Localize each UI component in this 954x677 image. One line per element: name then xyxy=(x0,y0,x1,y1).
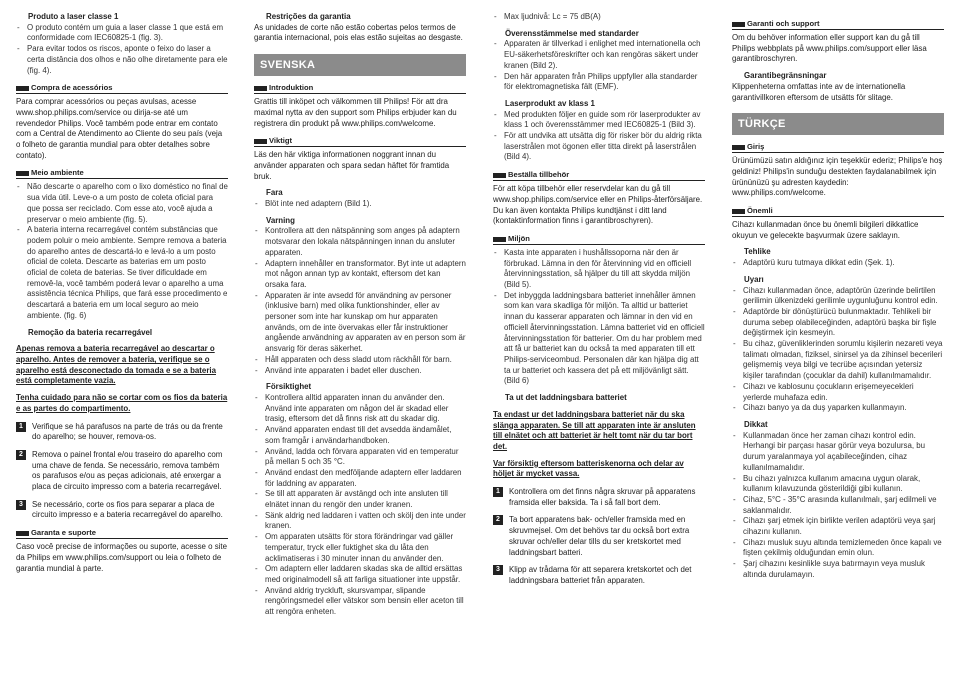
list-item: - A bateria interna recarregável contém substâncias que podem poluir o meio ambiente. Sempre remova a bateria do aparelho antes de descartá-lo e levá-lo a um posto oficial de coleta. Descarte as baterias em um posto oficial de coleta de baterias. Se tiver dificuldade em removê-la, você também poderá levar o aparelho a uma assistência técnica Philips, que fará esse procedimento e descartará a bateria em um local seguro ao meio ambiente. (fig. 6) xyxy=(16,225,228,321)
step-number-badge: 1 xyxy=(16,422,26,432)
list-item: - Cihazı şarj etmek için birlikte verilen adaptörü veya şarj cihazını kullanın. xyxy=(732,516,944,537)
paragraph: As unidades de corte não estão cobertas pelos termos de garantia internacional, pois elas estão sujeitas ao desgaste. xyxy=(254,22,463,43)
list-item: - Cihazı banyo ya da duş yaparken kullanmayın. xyxy=(732,403,944,414)
step-item xyxy=(16,500,228,521)
list-item: - Se till att apparaten är avstängd och inte ansluten till elnätet innan du rengör den under kranen. xyxy=(254,489,466,510)
heading: Produto a laser classe 1 xyxy=(28,12,119,21)
subheading: Uyarı xyxy=(744,274,764,284)
subheading: Överensstämmelse med standarder xyxy=(505,28,639,38)
list-item: - Använd aldrig tryckluft, skursvampar, slipande rengöringsmedel eller vätskor som bensin eller aceton till att rengöra enheten. xyxy=(254,586,466,618)
step-text: Verifique se há parafusos na parte de trás ou da frente do aparelho; se houver, remova-os. xyxy=(32,421,223,442)
list-item: - Bu cihaz, güvenliklerinden sorumlu kişilerin nezareti veya talimatı olmadan, fiziksel, sinirsel ya da zihinsel becerileri gelişmemiş veya bilgi ve tecrübe açısından yetersiz kişiler tarafından (çocuklar da dahil) kullanılmamalıdır. xyxy=(732,339,944,382)
step-text: Se necessário, corte os fios para separar a placa de circuito impresso e a bateria recarregável do aparelho. xyxy=(32,499,223,520)
step-item xyxy=(493,565,705,586)
step-item xyxy=(16,450,228,493)
list-item: - Sänk aldrig ned laddaren i vatten och skölj den inte under kranen. xyxy=(254,511,466,532)
step-text: Ta bort apparatens bak- och/eller framsida med en skruvmejsel. Om det behövs tar du också bort extra skruvar och/eller delar tills du ser kretskortet med laddningsbart batteri. xyxy=(509,515,690,557)
list-item: - Apparaten är inte avsedd för användning av personer (inklusive barn) med olika funktionshinder, eller av personer som inte har kunskap om hur apparaten används, om de inte övervakas eller får instruktioner angående användning av apparaten av en person som är ansvarig för deras säkerhet. xyxy=(254,291,466,355)
column-turkce xyxy=(732,12,944,581)
section-header: Viktigt xyxy=(254,136,466,146)
warning-text: Apenas remova a bateria recarregável ao descartar o aparelho. Antes de remover a bateria, verifique se o aparelho está desconectado da tomada e se a bateria está completamente vazia. xyxy=(16,344,216,386)
paragraph: Ürünümüzü satın aldığınız için teşekkür ederiz; Philips'e hoş geldiniz! Philips'in sunduğu destekten faydalanabilmek için ürününüzü şu adresten kaydedin: www.philips.com/welcome. xyxy=(732,156,943,198)
subheading: Remoção da bateria recarregável xyxy=(28,327,153,337)
list-item: - Kullanmadan önce her zaman cihazı kontrol edin. Herhangi bir parçası hasar görür veya bozulursa, bu durum yaralanmaya yol açabileceğinden, cihaz kullanılmamalıdır. xyxy=(732,431,944,474)
section-header: Önemli xyxy=(732,206,944,216)
subheading: Dikkat xyxy=(744,419,768,429)
list-item: - Kontrollera alltid apparaten innan du använder den. Använd inte apparaten om någon del är skadad eller trasig, eftersom det då finns risk att du skadar dig. xyxy=(254,393,466,425)
list-item: - Blöt inte ned adaptern (Bild 1). xyxy=(254,199,466,210)
column-svenska-start xyxy=(254,12,466,618)
subheading: Tehlike xyxy=(744,247,771,257)
list-item: - Apparaten är tillverkad i enlighet med internationella och EU-säkerhetsföreskrifter och kan rengöras säkert under kranen (Bild 2). xyxy=(493,39,705,71)
list-item: - Om apparaten utsätts för stora förändringar vad gäller temperatur, tryck eller fuktighet ska du låta den acklimatiseras i 30 minuter innan du använder den. xyxy=(254,532,466,564)
list-item: - Para evitar todos os riscos, aponte o feixo do laser a certa distância dos olhos e não olhe diretamente para ele (fig. 4). xyxy=(16,44,228,76)
subheading: Garantibegränsningar xyxy=(744,71,827,81)
list-item: - Om adaptern eller laddaren skadas ska de alltid ersättas med originalmodell så att farliga situationer inte uppstår. xyxy=(254,564,466,585)
list-item: - Não descarte o aparelho com o lixo doméstico no final de sua vida útil. Leve-o a um posto de coleta oficial para que possa ser reciclado. Com esse ato, você ajuda a preservar o meio ambiente (fig. 5). xyxy=(16,182,228,225)
paragraph: Klippenheterna omfattas inte av de internationella garantivillkoren eftersom de utsätts för slitage. xyxy=(732,81,906,102)
list-item: - Den här apparaten från Philips uppfyller alla standarder för elektromagnetiska fält (EMF). xyxy=(493,72,705,93)
section-header: Garanta e suporte xyxy=(16,528,228,538)
section-header: Introduktion xyxy=(254,83,466,93)
column-portuguese xyxy=(16,12,228,574)
paragraph: Grattis till inköpet och välkommen till Philips! För att dra maximal nytta av den support som Philips erbjuder kan du registrera din produkt på www.philips.com/welcome. xyxy=(254,97,457,128)
list-item: - Använd apparaten endast till det avsedda ändamålet, som framgår i användarhandboken. xyxy=(254,425,466,446)
section-header: Garanti och support xyxy=(732,19,944,29)
list-item: - Cihazı ve kablosunu çocukların erişemeyecekleri yerlerde muhafaza edin. xyxy=(732,382,944,403)
step-number-badge: 1 xyxy=(493,487,503,497)
step-number-badge: 2 xyxy=(16,450,26,460)
list-item: - För att undvika att utsätta dig för risker bör du aldrig rikta laserstrålen mot ögonen eller titta direkt på laserstrålen (Bild 4). xyxy=(493,131,705,163)
list-item: - Det inbyggda laddningsbara batteriet innehåller ämnen som kan vara skadliga för miljön. Ta alltid ur batteriet innan du kasserar apparaten och lämnar in den vid en officiell återvinningsstation. Lämna batteriet vid en officiell återvinningsstation för batterier. Om du har problem med att få ur batteriet kan du också ta med apparaten till ett Philips-serviceombud. Personalen där kan hjälpa dig att ta ur batteriet och kassera det på ett miljövänligt sätt. (Bild 6) xyxy=(493,291,705,387)
step-item xyxy=(493,515,705,558)
warning-text: Ta endast ur det laddningsbara batteriet när du ska slänga apparaten. Se till att apparaten inte är ansluten till elnätet och att batteriet är helt tomt när du tar bort det. xyxy=(493,409,696,451)
language-band: SVENSKA xyxy=(254,54,466,76)
step-number-badge: 2 xyxy=(493,515,503,525)
paragraph: För att köpa tillbehör eller reservdelar kan du gå till www.shop.philips.com/service eller en Philips-återförsäljare. Du kan även kontakta Philips kundtjänst i ditt land (kontaktinformation finns i garantibroschyren). xyxy=(493,184,703,226)
subheading: Laserprodukt av klass 1 xyxy=(505,98,595,108)
list-item: - Håll apparaten och dess sladd utom räckhåll för barn. xyxy=(254,355,466,366)
step-text: Klipp av trådarna för att separera kretskortet och det laddningsbara batteriet från apparaten. xyxy=(509,565,692,585)
paragraph: Läs den här viktiga informationen noggrant innan du använder apparaten och spara sedan häftet för framtida bruk. xyxy=(254,150,450,181)
list-item: - Max ljudnivå: Lc = 75 dB(A) xyxy=(493,12,705,23)
list-item: - Cihazı kullanmadan önce, adaptörün üzerinde belirtilen gerilimin ülkenizdeki gerilimle uygunluğunu kontrol edin. xyxy=(732,286,944,307)
list-item: - Adaptörde bir dönüştürücü bulunmaktadır. Tehlikeli bir duruma sebep olabileceğinden, adaptörü başka bir fişle değiştirmek için kesmeyin. xyxy=(732,307,944,339)
step-item xyxy=(16,422,228,443)
paragraph: Om du behöver information eller support kan du gå till Philips webbplats på www.philips.com/support eller läsa garantibroschyren. xyxy=(732,33,927,64)
list-item: - Bu cihazı yalnızca kullanım amacına uygun olarak, kullanım kılavuzunda gösterildiği gibi kullanın. xyxy=(732,474,944,495)
section-header: Meio ambiente xyxy=(16,168,228,178)
paragraph: Caso você precise de informações ou suporte, acesse o site da Philips em www.philips.com/support ou leia o folheto de garantia mundial à parte. xyxy=(16,542,227,573)
list-item: - Kasta inte apparaten i hushållssoporna när den är förbrukad. Lämna in den för återvinning vid en officiell återvinningsstation, så hjälper du till att skydda miljön (Bild 5). xyxy=(493,248,705,291)
list-item: - Använd endast den medföljande adaptern eller laddaren för laddning av apparaten. xyxy=(254,468,466,489)
subheading: Fara xyxy=(266,188,283,198)
paragraph: Para comprar acessórios ou peças avulsas, acesse www.shop.philips.com/service ou dirija-se até um revendedor Philips. Você também pode entrar em contato com a Central de Atendimento ao Cliente do seu país (veja o folheto de garantia mundial para obter detalhes sobre contato). xyxy=(16,97,223,160)
list-item: - Kontrollera att den nätspänning som anges på adaptern motsvarar den lokala nätspänningen innan du ansluter apparaten. xyxy=(254,226,466,258)
list-item: - Använd inte apparaten i badet eller duschen. xyxy=(254,366,466,377)
paragraph: Cihazı kullanmadan önce bu önemli bilgileri dikkatlice okuyun ve gelecekte başvurmak üzere saklayın. xyxy=(732,220,919,240)
step-number-badge: 3 xyxy=(493,565,503,575)
step-item xyxy=(493,487,705,508)
column-svenska-cont xyxy=(493,12,705,587)
language-band: TÜRKÇE xyxy=(732,113,944,135)
section-header: Giriş xyxy=(732,142,944,152)
section-header: Compra de acessórios xyxy=(16,83,228,93)
step-text: Remova o painel frontal e/ou traseiro do aparelho com uma chave de fenda. Se necessário, remova também os parafusos e/ou as peças adicionais, até enxergar a placa de circuito impresso com a bateria recarregável. xyxy=(32,449,223,492)
subheading: Ta ut det laddningsbara batteriet xyxy=(505,393,627,403)
list-item: - Cihaz, 5°C - 35°C arasında kullanılmalı, şarj edilmeli ve saklanmalıdır. xyxy=(732,495,944,516)
list-item: - Adaptern innehåller en transformator. Byt inte ut adaptern mot någon annan typ av kontakt, eftersom det kan orsaka fara. xyxy=(254,259,466,291)
section-header: Miljön xyxy=(493,234,705,244)
warning-text: Var försiktig eftersom batteriskenorna och delar av höljet är mycket vassa. xyxy=(493,458,684,479)
subheading: Varning xyxy=(266,215,295,225)
list-item: - O produto contém um guia a laser classe 1 que está em conformidade com IEC60825-1 (fig. 3). xyxy=(16,23,228,44)
list-item: - Med produkten följer en guide som rör laserprodukter av klass 1 och överensstämmer med IEC60825-1 (Bild 3). xyxy=(493,110,705,131)
heading: Restrições da garantia xyxy=(266,12,351,21)
list-item: - Adaptörü kuru tutmaya dikkat edin (Şek. 1). xyxy=(732,258,944,269)
list-item: - Şarj cihazını kesinlikle suya batırmayın veya musluk altında durulamayın. xyxy=(732,559,944,580)
step-number-badge: 3 xyxy=(16,500,26,510)
warning-text: Tenha cuidado para não se cortar com os fios da bateria e as partes do compartimento. xyxy=(16,393,228,413)
subheading: Försiktighet xyxy=(266,382,312,392)
section-header: Beställa tillbehör xyxy=(493,170,705,180)
list-item: - Cihazı musluk suyu altında temizlemeden önce kapalı ve fişten çekilmiş olduğundan emin olun. xyxy=(732,538,944,559)
step-text: Kontrollera om det finns några skruvar på apparatens framsida eller baksida. Ta i så fall bort dem. xyxy=(509,487,696,507)
list-item: - Använd, ladda och förvara apparaten vid en temperatur på mellan 5 och 35 °C. xyxy=(254,447,466,468)
